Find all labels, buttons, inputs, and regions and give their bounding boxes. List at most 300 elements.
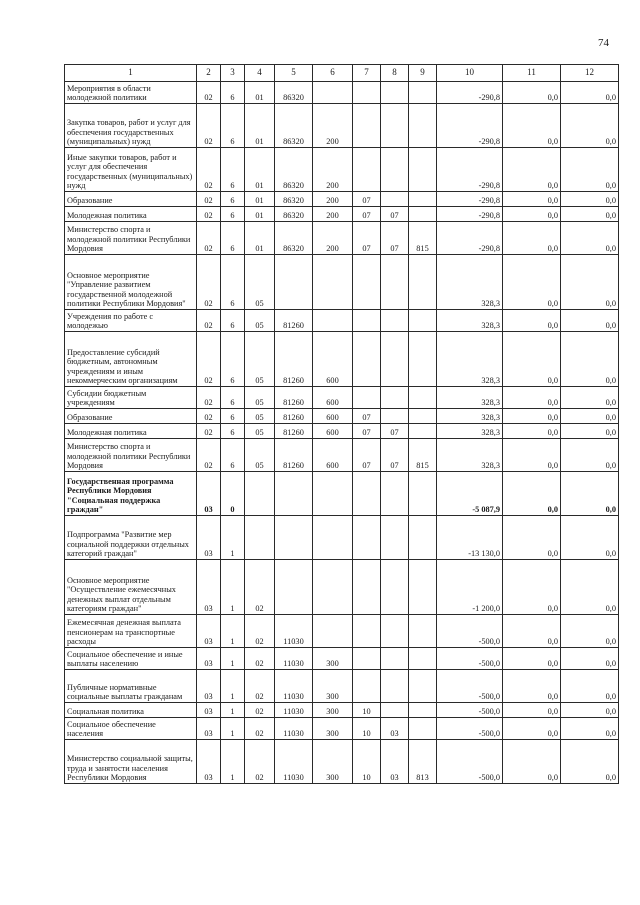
cell-col-10: -500,0 (437, 718, 503, 740)
column-header: 7 (353, 65, 381, 82)
cell-col-4: 05 (245, 439, 275, 472)
cell-col-8: 03 (381, 740, 409, 784)
cell-col-9 (409, 104, 437, 148)
cell-col-11: 0,0 (503, 255, 561, 310)
cell-col-11: 0,0 (503, 207, 561, 222)
cell-col-12: 0,0 (561, 472, 619, 516)
cell-col-4: 01 (245, 104, 275, 148)
cell-col-2: 02 (197, 222, 221, 255)
cell-col-9: 813 (409, 740, 437, 784)
cell-col-3: 6 (221, 192, 245, 207)
cell-col-6: 600 (313, 387, 353, 409)
cell-col-8: 07 (381, 222, 409, 255)
cell-col-5 (275, 472, 313, 516)
cell-col-6 (313, 516, 353, 560)
cell-col-9: 815 (409, 222, 437, 255)
table-row (65, 332, 619, 387)
cell-col-4: 01 (245, 82, 275, 104)
cell-col-3: 6 (221, 387, 245, 409)
cell-col-9 (409, 332, 437, 387)
cell-col-4: 05 (245, 332, 275, 387)
cell-col-2: 03 (197, 648, 221, 670)
cell-col-5: 86320 (275, 207, 313, 222)
cell-col-9 (409, 615, 437, 648)
cell-col-2: 03 (197, 516, 221, 560)
cell-col-5: 81260 (275, 332, 313, 387)
cell-col-2: 02 (197, 255, 221, 310)
cell-col-12: 0,0 (561, 615, 619, 648)
cell-col-7 (353, 82, 381, 104)
cell-col-7 (353, 560, 381, 615)
cell-col-9 (409, 207, 437, 222)
cell-col-4: 05 (245, 409, 275, 424)
cell-col-5: 86320 (275, 148, 313, 192)
cell-col-10: -500,0 (437, 740, 503, 784)
cell-col-3: 1 (221, 703, 245, 718)
cell-col-8: 07 (381, 439, 409, 472)
cell-col-10: -290,8 (437, 207, 503, 222)
column-header: 6 (313, 65, 353, 82)
page-number: 74 (598, 37, 609, 49)
cell-col-6 (313, 615, 353, 648)
row-name-cell: Ежемесячная денежная выплата пенсионерам на транспортные расходы (65, 615, 197, 648)
cell-col-12: 0,0 (561, 560, 619, 615)
cell-col-6: 300 (313, 718, 353, 740)
row-name-cell: Молодежная политика (65, 424, 197, 439)
table-row (65, 703, 619, 718)
cell-col-8 (381, 82, 409, 104)
cell-col-4: 05 (245, 310, 275, 332)
cell-col-10: -500,0 (437, 615, 503, 648)
cell-col-8 (381, 310, 409, 332)
cell-col-3: 1 (221, 670, 245, 703)
cell-col-6 (313, 472, 353, 516)
cell-col-8 (381, 255, 409, 310)
cell-col-10: 328,3 (437, 424, 503, 439)
cell-col-6: 300 (313, 740, 353, 784)
cell-col-6: 200 (313, 148, 353, 192)
row-name-cell: Государственная программа Республики Мордовия "Социальная поддержка граждан" (65, 472, 197, 516)
cell-col-7 (353, 648, 381, 670)
cell-col-12: 0,0 (561, 439, 619, 472)
cell-col-9 (409, 424, 437, 439)
cell-col-5: 11030 (275, 718, 313, 740)
cell-col-3: 1 (221, 740, 245, 784)
cell-col-4: 02 (245, 560, 275, 615)
row-name-cell: Социальное обеспечение и иные выплаты населению (65, 648, 197, 670)
cell-col-11: 0,0 (503, 718, 561, 740)
cell-col-7: 10 (353, 703, 381, 718)
cell-col-2: 02 (197, 409, 221, 424)
cell-col-2: 02 (197, 207, 221, 222)
column-header: 9 (409, 65, 437, 82)
cell-col-9 (409, 409, 437, 424)
table-row (65, 192, 619, 207)
table-row (65, 409, 619, 424)
cell-col-11: 0,0 (503, 472, 561, 516)
row-name-cell: Мероприятия в области молодежной политики (65, 82, 197, 104)
cell-col-10: 328,3 (437, 387, 503, 409)
cell-col-7: 10 (353, 718, 381, 740)
row-name-cell: Социальное обеспечение населения (65, 718, 197, 740)
cell-col-3: 1 (221, 560, 245, 615)
cell-col-11: 0,0 (503, 560, 561, 615)
cell-col-3: 6 (221, 222, 245, 255)
cell-col-5: 81260 (275, 409, 313, 424)
cell-col-4: 02 (245, 670, 275, 703)
cell-col-11: 0,0 (503, 516, 561, 560)
cell-col-5: 11030 (275, 740, 313, 784)
cell-col-2: 02 (197, 424, 221, 439)
cell-col-11: 0,0 (503, 148, 561, 192)
cell-col-2: 02 (197, 332, 221, 387)
cell-col-6 (313, 255, 353, 310)
cell-col-10: -290,8 (437, 104, 503, 148)
cell-col-2: 03 (197, 703, 221, 718)
cell-col-7: 07 (353, 439, 381, 472)
cell-col-10: -500,0 (437, 670, 503, 703)
cell-col-6: 200 (313, 104, 353, 148)
cell-col-2: 02 (197, 104, 221, 148)
table-row (65, 82, 619, 104)
cell-col-8 (381, 648, 409, 670)
cell-col-8 (381, 516, 409, 560)
table-row (65, 648, 619, 670)
cell-col-11: 0,0 (503, 387, 561, 409)
cell-col-6: 600 (313, 439, 353, 472)
table-row (65, 560, 619, 615)
column-header: 4 (245, 65, 275, 82)
cell-col-7 (353, 472, 381, 516)
cell-col-9 (409, 648, 437, 670)
cell-col-12: 0,0 (561, 387, 619, 409)
cell-col-3: 1 (221, 516, 245, 560)
cell-col-12: 0,0 (561, 703, 619, 718)
cell-col-6: 200 (313, 222, 353, 255)
column-header: 2 (197, 65, 221, 82)
cell-col-3: 6 (221, 255, 245, 310)
table-body (65, 82, 619, 784)
row-name-cell: Подпрограмма "Развитие мер социальной поддержки отдельных категорий граждан" (65, 516, 197, 560)
cell-col-11: 0,0 (503, 439, 561, 472)
cell-col-11: 0,0 (503, 310, 561, 332)
table-row (65, 310, 619, 332)
column-header: 8 (381, 65, 409, 82)
row-name-cell: Основное мероприятие "Осуществление ежемесячных денежных выплат отдельным категориям граждан" (65, 560, 197, 615)
row-name-cell: Социальная политика (65, 703, 197, 718)
cell-col-10: 328,3 (437, 332, 503, 387)
table-row (65, 670, 619, 703)
cell-col-8 (381, 615, 409, 648)
cell-col-5: 86320 (275, 82, 313, 104)
cell-col-11: 0,0 (503, 424, 561, 439)
cell-col-5: 81260 (275, 310, 313, 332)
cell-col-4: 02 (245, 615, 275, 648)
cell-col-5: 11030 (275, 670, 313, 703)
cell-col-6: 300 (313, 670, 353, 703)
cell-col-3: 6 (221, 439, 245, 472)
cell-col-4: 05 (245, 424, 275, 439)
cell-col-4: 02 (245, 648, 275, 670)
cell-col-3: 6 (221, 409, 245, 424)
cell-col-12: 0,0 (561, 516, 619, 560)
cell-col-12: 0,0 (561, 424, 619, 439)
cell-col-5: 86320 (275, 104, 313, 148)
cell-col-12: 0,0 (561, 148, 619, 192)
cell-col-11: 0,0 (503, 409, 561, 424)
cell-col-4: 01 (245, 192, 275, 207)
row-name-cell: Основное мероприятие "Управление развитием государственной молодежной политики Республики Мордовия" (65, 255, 197, 310)
cell-col-2: 03 (197, 472, 221, 516)
cell-col-3: 6 (221, 332, 245, 387)
table-row (65, 104, 619, 148)
cell-col-3: 1 (221, 648, 245, 670)
cell-col-6: 300 (313, 648, 353, 670)
cell-col-9 (409, 82, 437, 104)
cell-col-12: 0,0 (561, 648, 619, 670)
cell-col-9 (409, 472, 437, 516)
cell-col-6: 600 (313, 332, 353, 387)
row-name-cell: Закупка товаров, работ и услуг для обеспечения государственных (муниципальных) нужд (65, 104, 197, 148)
column-header: 1 (65, 65, 197, 82)
cell-col-8: 03 (381, 718, 409, 740)
cell-col-12: 0,0 (561, 409, 619, 424)
cell-col-11: 0,0 (503, 740, 561, 784)
cell-col-12: 0,0 (561, 670, 619, 703)
cell-col-6: 600 (313, 424, 353, 439)
cell-col-3: 6 (221, 310, 245, 332)
row-name-cell: Предоставление субсидий бюджетным, автономным учреждениям и иным некоммерческим организациям (65, 332, 197, 387)
cell-col-11: 0,0 (503, 192, 561, 207)
cell-col-12: 0,0 (561, 207, 619, 222)
cell-col-10: -1 200,0 (437, 560, 503, 615)
cell-col-5 (275, 516, 313, 560)
cell-col-5 (275, 255, 313, 310)
column-header: 5 (275, 65, 313, 82)
cell-col-8 (381, 104, 409, 148)
cell-col-7 (353, 670, 381, 703)
cell-col-8 (381, 703, 409, 718)
budget-table (64, 64, 619, 784)
cell-col-9 (409, 310, 437, 332)
cell-col-11: 0,0 (503, 670, 561, 703)
cell-col-11: 0,0 (503, 82, 561, 104)
cell-col-10: -290,8 (437, 192, 503, 207)
cell-col-12: 0,0 (561, 104, 619, 148)
cell-col-9 (409, 255, 437, 310)
cell-col-4: 01 (245, 207, 275, 222)
table-row (65, 387, 619, 409)
cell-col-7 (353, 148, 381, 192)
row-name-cell: Иные закупки товаров, работ и услуг для обеспечения государственных (муниципальных) нужд (65, 148, 197, 192)
cell-col-5: 11030 (275, 703, 313, 718)
cell-col-6 (313, 560, 353, 615)
cell-col-7 (353, 387, 381, 409)
cell-col-9 (409, 516, 437, 560)
row-name-cell: Министерство социальной защиты, труда и занятости населения Республики Мордовия (65, 740, 197, 784)
cell-col-10: -290,8 (437, 148, 503, 192)
cell-col-7 (353, 255, 381, 310)
cell-col-8 (381, 670, 409, 703)
cell-col-5: 81260 (275, 387, 313, 409)
cell-col-8 (381, 387, 409, 409)
cell-col-4 (245, 516, 275, 560)
cell-col-9 (409, 703, 437, 718)
cell-col-7 (353, 516, 381, 560)
cell-col-11: 0,0 (503, 615, 561, 648)
cell-col-8: 07 (381, 207, 409, 222)
cell-col-10: 328,3 (437, 310, 503, 332)
header-row (65, 65, 619, 82)
cell-col-6: 200 (313, 192, 353, 207)
cell-col-3: 6 (221, 104, 245, 148)
cell-col-9 (409, 718, 437, 740)
cell-col-7: 07 (353, 409, 381, 424)
cell-col-4: 01 (245, 222, 275, 255)
row-name-cell: Публичные нормативные социальные выплаты гражданам (65, 670, 197, 703)
cell-col-4: 05 (245, 387, 275, 409)
cell-col-9 (409, 670, 437, 703)
cell-col-12: 0,0 (561, 310, 619, 332)
row-name-cell: Образование (65, 409, 197, 424)
cell-col-3: 1 (221, 615, 245, 648)
table-row (65, 516, 619, 560)
row-name-cell: Молодежная политика (65, 207, 197, 222)
table-row (65, 472, 619, 516)
cell-col-7 (353, 615, 381, 648)
cell-col-9 (409, 192, 437, 207)
cell-col-11: 0,0 (503, 703, 561, 718)
table-row (65, 718, 619, 740)
column-header: 11 (503, 65, 561, 82)
cell-col-8 (381, 409, 409, 424)
cell-col-11: 0,0 (503, 222, 561, 255)
cell-col-2: 03 (197, 615, 221, 648)
cell-col-7: 07 (353, 192, 381, 207)
row-name-cell: Образование (65, 192, 197, 207)
cell-col-12: 0,0 (561, 82, 619, 104)
cell-col-5: 11030 (275, 615, 313, 648)
cell-col-11: 0,0 (503, 332, 561, 387)
cell-col-3: 0 (221, 472, 245, 516)
column-header: 12 (561, 65, 619, 82)
cell-col-12: 0,0 (561, 740, 619, 784)
cell-col-9 (409, 148, 437, 192)
cell-col-6 (313, 82, 353, 104)
cell-col-2: 02 (197, 387, 221, 409)
cell-col-7: 07 (353, 424, 381, 439)
cell-col-9 (409, 560, 437, 615)
cell-col-8 (381, 332, 409, 387)
cell-col-5: 81260 (275, 424, 313, 439)
cell-col-9 (409, 387, 437, 409)
cell-col-3: 6 (221, 207, 245, 222)
cell-col-10: -500,0 (437, 703, 503, 718)
cell-col-10: -290,8 (437, 82, 503, 104)
cell-col-2: 03 (197, 670, 221, 703)
cell-col-2: 02 (197, 148, 221, 192)
cell-col-6 (313, 310, 353, 332)
cell-col-10: 328,3 (437, 409, 503, 424)
cell-col-5: 86320 (275, 222, 313, 255)
cell-col-5: 86320 (275, 192, 313, 207)
cell-col-10: -500,0 (437, 648, 503, 670)
cell-col-2: 02 (197, 310, 221, 332)
cell-col-5: 81260 (275, 439, 313, 472)
cell-col-4: 02 (245, 740, 275, 784)
cell-col-8: 07 (381, 424, 409, 439)
cell-col-5 (275, 560, 313, 615)
cell-col-4: 02 (245, 718, 275, 740)
cell-col-11: 0,0 (503, 648, 561, 670)
table-row (65, 424, 619, 439)
cell-col-7: 07 (353, 222, 381, 255)
cell-col-7: 07 (353, 207, 381, 222)
table-row (65, 255, 619, 310)
cell-col-12: 0,0 (561, 192, 619, 207)
cell-col-12: 0,0 (561, 718, 619, 740)
cell-col-2: 03 (197, 740, 221, 784)
cell-col-8 (381, 560, 409, 615)
cell-col-12: 0,0 (561, 255, 619, 310)
cell-col-2: 02 (197, 192, 221, 207)
cell-col-2: 02 (197, 82, 221, 104)
cell-col-3: 6 (221, 148, 245, 192)
cell-col-2: 03 (197, 560, 221, 615)
cell-col-12: 0,0 (561, 222, 619, 255)
cell-col-10: 328,3 (437, 439, 503, 472)
cell-col-10: -5 087,9 (437, 472, 503, 516)
cell-col-4: 01 (245, 148, 275, 192)
row-name-cell: Субсидии бюджетным учреждениям (65, 387, 197, 409)
table-row (65, 222, 619, 255)
cell-col-2: 03 (197, 718, 221, 740)
cell-col-8 (381, 472, 409, 516)
column-header: 10 (437, 65, 503, 82)
cell-col-2: 02 (197, 439, 221, 472)
cell-col-3: 1 (221, 718, 245, 740)
cell-col-10: 328,3 (437, 255, 503, 310)
row-name-cell: Министерство спорта и молодежной политики Республики Мордовия (65, 222, 197, 255)
cell-col-7 (353, 310, 381, 332)
row-name-cell: Учреждения по работе с молодежью (65, 310, 197, 332)
cell-col-12: 0,0 (561, 332, 619, 387)
cell-col-3: 6 (221, 424, 245, 439)
cell-col-6: 600 (313, 409, 353, 424)
cell-col-7 (353, 104, 381, 148)
cell-col-4 (245, 472, 275, 516)
table-row (65, 439, 619, 472)
column-header: 3 (221, 65, 245, 82)
cell-col-3: 6 (221, 82, 245, 104)
cell-col-5: 11030 (275, 648, 313, 670)
row-name-cell: Министерство спорта и молодежной политики Республики Мордовия (65, 439, 197, 472)
table-row (65, 148, 619, 192)
table-row (65, 615, 619, 648)
cell-col-11: 0,0 (503, 104, 561, 148)
cell-col-4: 02 (245, 703, 275, 718)
cell-col-4: 05 (245, 255, 275, 310)
cell-col-7 (353, 332, 381, 387)
cell-col-7: 10 (353, 740, 381, 784)
cell-col-10: -13 130,0 (437, 516, 503, 560)
cell-col-8 (381, 192, 409, 207)
cell-col-6: 200 (313, 207, 353, 222)
table-row (65, 207, 619, 222)
cell-col-8 (381, 148, 409, 192)
cell-col-9: 815 (409, 439, 437, 472)
cell-col-10: -290,8 (437, 222, 503, 255)
